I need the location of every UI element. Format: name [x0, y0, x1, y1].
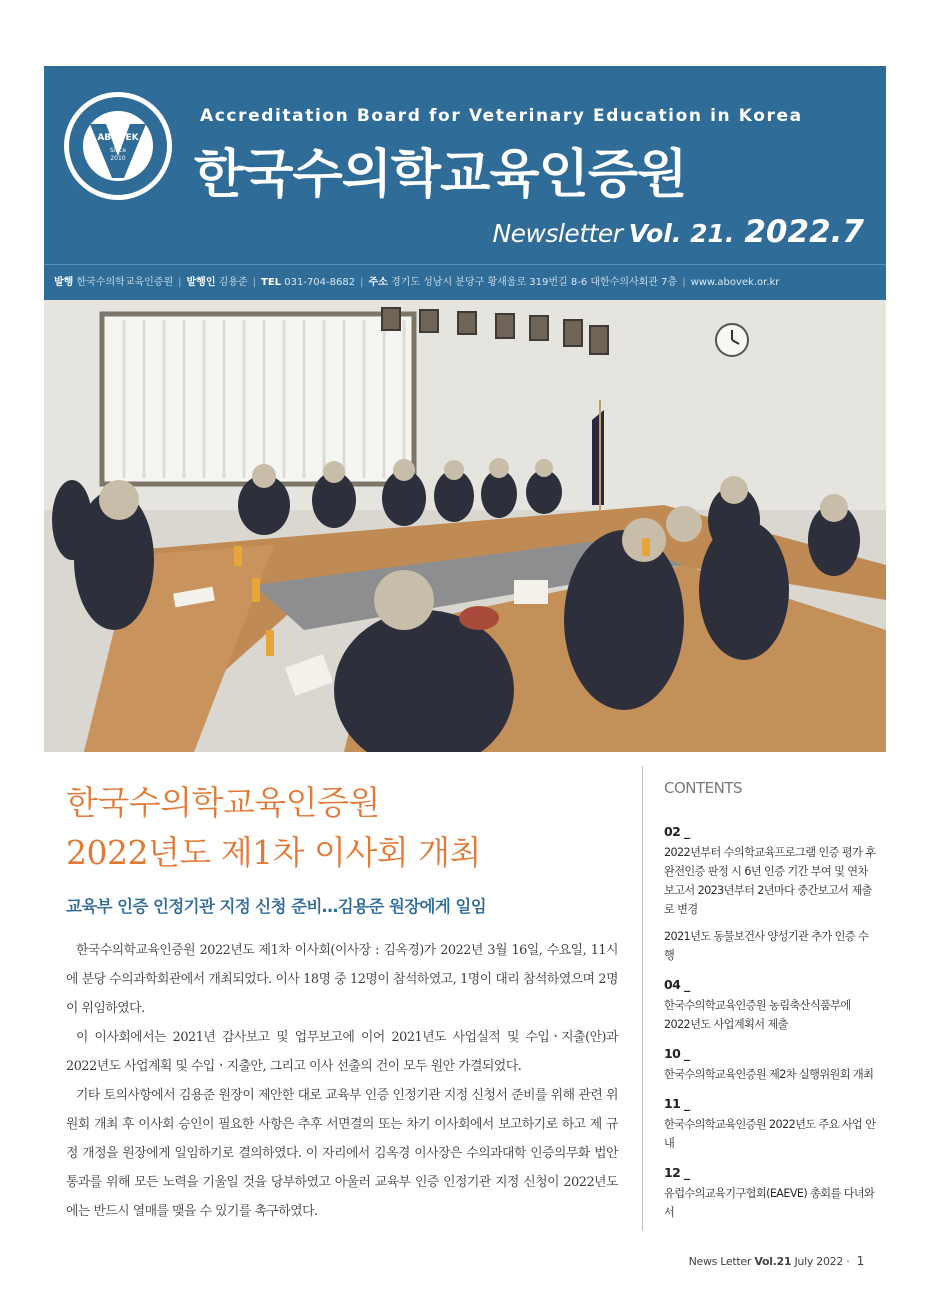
volume: Vol. 21. — [628, 219, 735, 248]
newsletter-label: Newsletter — [492, 219, 623, 248]
footer-separator: · — [846, 1255, 850, 1268]
english-title: Accreditation Board for Veterinary Education in Korea — [200, 106, 803, 126]
article-paragraph: 기타 토의사항에서 김용준 원장이 제안한 대로 교육부 인증 인정기관 지정 신청서 준비를 위해 관련 위원회 개최 후 이사회 승인이 필요한 사항은 추후 서면결의 또는 차기 이사회에서 보고하기로 하고 제 규정 개정을 원장에게 일임하기로 결의하였다. 이 자리에서 김옥경 이사장은 수의과대학 인증의무화 법안 통과를 위해 모든 노력을 기울일 것을 당부하였고 아울러 교육부 인증 인정기관 지정 신청이 2022년도에는 반드시 열매를 맺을 수 있기를 촉구하였다. — [66, 1088, 618, 1219]
abovek-logo — [62, 90, 174, 202]
address-label: 주소 — [368, 277, 388, 288]
tel-label: TEL — [261, 277, 282, 288]
contents-list — [664, 822, 876, 1232]
logo-since: Since — [109, 147, 127, 154]
article-headline — [66, 778, 481, 878]
address: 경기도 성남시 분당구 황새울로 319번길 8-6 대한수의사회관 7층 — [390, 277, 678, 288]
publisher: 한국수의학교육인증원 — [76, 277, 174, 288]
toc-item[interactable] — [664, 975, 876, 1034]
toc-entry: 한국수의학교육인증원 제2차 실행위원회 개최 — [664, 1068, 874, 1081]
korean-title: 한국수의학교육인증원 — [194, 145, 687, 205]
toc-page-number: 10 _ — [664, 1046, 690, 1061]
footer-date: July 2022 — [794, 1255, 844, 1268]
toc-entry: 한국수의학교육인증원 2022년도 주요 사업 안내 — [664, 1118, 876, 1150]
meeting-room-illustration — [44, 300, 886, 752]
article-body — [66, 936, 618, 1226]
tel: 031-704-8682 — [284, 277, 356, 288]
toc-item[interactable] — [664, 1163, 876, 1222]
article-subheadline: 교육부 인증 인정기관 지정 신청 준비…김용준 원장에게 일임 — [66, 897, 487, 916]
toc-entry: 유럽수의교육기구협회(EAEVE) 총회를 다녀와서 — [664, 1187, 875, 1219]
toc-entry: 2021년도 동물보건사 양성기관 추가 인증 수행 — [664, 930, 869, 962]
masthead — [44, 66, 886, 264]
page-number: 1 — [856, 1254, 864, 1268]
publication-info-bar: 발행 한국수의학교육인증원 | 발행인 김용준 | TEL 031-704-8682 | 주소 경기도 성남시 분당구 황새울로 319번길 8-6 대한수의사회관 7층 | www.abovek.or.kr — [44, 264, 886, 300]
toc-page-number: 02 _ — [664, 824, 690, 839]
column-divider — [642, 766, 643, 1231]
article-paragraph: 한국수의학교육인증원 2022년도 제1차 이사회(이사장 : 김옥경)가 2022년 3월 16일, 수요일, 11시에 분당 수의과학회관에서 개최되었다. 이사 18명 중 12명이 참석하였고, 1명이 대리 참석하였으며 2명이 위임하였다. — [66, 943, 618, 1016]
issuer: 김용준 — [218, 277, 248, 288]
logo-year: 2010 — [110, 155, 126, 162]
headline-line-1: 한국수의학교육인증원 — [66, 783, 380, 822]
toc-item[interactable] — [664, 822, 876, 965]
publisher-label: 발행 — [54, 277, 74, 288]
issuer-label: 발행인 — [186, 277, 216, 288]
toc-item[interactable] — [664, 1044, 876, 1084]
article-paragraph: 이 이사회에서는 2021년 감사보고 및 업무보고에 이어 2021년도 사업실적 및 수입ㆍ지출(안)과 2022년도 사업계획 및 수입ㆍ지출안, 그리고 이사 선출의 건이 모두 원안 가결되었다. — [66, 1030, 618, 1074]
headline-line-2: 2022년도 제1차 이사회 개최 — [66, 833, 481, 872]
toc-page-number: 12 _ — [664, 1165, 690, 1180]
issue-date: 2022.7 — [744, 214, 864, 250]
toc-page-number: 04 _ — [664, 977, 690, 992]
footer-volume: Vol.21 — [754, 1255, 792, 1268]
footer-label: News Letter — [688, 1255, 752, 1268]
toc-page-number: 11 _ — [664, 1096, 690, 1111]
page-footer — [689, 1254, 864, 1268]
logo-wordmark: ABOVEK — [97, 133, 139, 143]
issue-info — [492, 214, 864, 250]
meeting-photo — [44, 300, 886, 752]
toc-entry: 한국수의학교육인증원 농림축산식품부에 2022년도 사업계획서 제출 — [664, 999, 851, 1031]
website-link[interactable]: www.abovek.or.kr — [690, 277, 780, 288]
contents-title: CONTENTS — [664, 779, 743, 797]
toc-item[interactable] — [664, 1094, 876, 1153]
toc-entry: 2022년부터 수의학교육프로그램 인증 평가 후 완전인증 판정 시 6년 인증 기간 부여 및 연차보고서 2023년부터 2년마다 중간보고서 제출로 변경 — [664, 846, 876, 916]
